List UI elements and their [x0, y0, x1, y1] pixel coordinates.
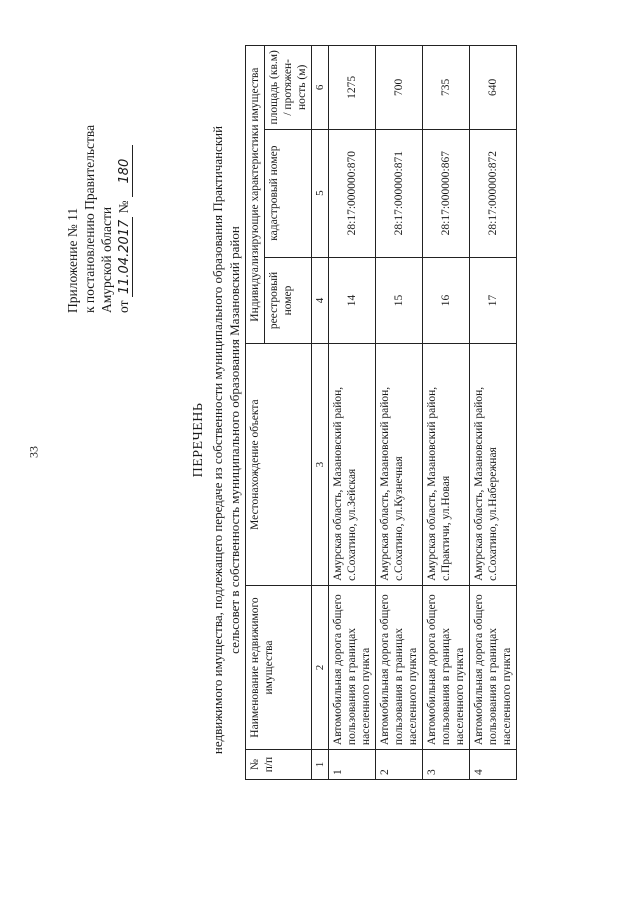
- index-cell: 4: [312, 257, 329, 344]
- row-area: 640: [470, 46, 517, 130]
- row-cadastral: 28:17:000000:872: [470, 129, 517, 257]
- appendix-title: Приложение № 11: [65, 207, 80, 313]
- index-cell: 3: [312, 344, 329, 586]
- handwritten-number: 180: [118, 145, 133, 197]
- row-area: 1275: [329, 46, 376, 130]
- table-header-row: [246, 46, 265, 780]
- row-name: Автомобильная дорога общего пользования в границах населенного пункта: [329, 585, 376, 749]
- document-title-block: [190, 35, 243, 845]
- table-row: [376, 46, 423, 780]
- row-area: 735: [423, 46, 470, 130]
- row-num: 1: [329, 750, 376, 780]
- header-location: Местонахождение объекта: [246, 344, 312, 586]
- row-registry: 16: [423, 257, 470, 344]
- row-location: Амурская область, Мазановский район, с.Сохатино, ул.Зейская: [329, 344, 376, 586]
- header-individual: Индивидуализирующие характеристики имущества: [246, 46, 265, 344]
- header-registry: реестровый номер: [265, 257, 312, 344]
- row-cadastral: 28:17:000000:867: [423, 129, 470, 257]
- table-row: [423, 46, 470, 780]
- header-area: площадь (кв.м) / протяжен-ность (м): [265, 46, 312, 130]
- row-location: Амурская область, Мазановский район, с.Сохатино, ул.Кузнечная: [376, 344, 423, 586]
- table-row: [329, 46, 376, 780]
- table-index-row: [312, 46, 329, 780]
- row-registry: 17: [470, 257, 517, 344]
- row-location: Амурская область, Мазановский район, с.Сохатино, ул.Набережная: [470, 344, 517, 586]
- row-registry: 15: [376, 257, 423, 344]
- document-subtitle-line2: сельсовет в собственность муниципального образования Мазановский район: [227, 226, 242, 654]
- index-cell: 1: [312, 750, 329, 780]
- appendix-region: Амурской области: [99, 206, 114, 313]
- header-num: № п/п: [246, 750, 312, 780]
- document-title: ПЕРЕЧЕНЬ: [191, 402, 206, 478]
- number-prefix: №: [116, 200, 131, 214]
- row-name: Автомобильная дорога общего пользования в границах населенного пункта: [470, 585, 517, 749]
- property-table: [245, 45, 517, 780]
- row-cadastral: 28:17:000000:870: [329, 129, 376, 257]
- handwritten-date: 11.04.2017: [118, 217, 133, 297]
- row-cadastral: 28:17:000000:871: [376, 129, 423, 257]
- row-num: 2: [376, 750, 423, 780]
- row-name: Автомобильная дорога общего пользования в границах населенного пункта: [376, 585, 423, 749]
- index-cell: 5: [312, 129, 329, 257]
- document-subtitle-line1: недвижимого имущества, подлежащего передаче из собственности муниципального образования Практичанский: [210, 125, 225, 755]
- index-cell: 6: [312, 46, 329, 130]
- row-location: Амурская область, Мазановский район, с.Практичи, ул.Новая: [423, 344, 470, 586]
- page-number: 33: [26, 446, 41, 458]
- date-prefix: от: [116, 300, 131, 313]
- row-name: Автомобильная дорога общего пользования в границах населенного пункта: [423, 585, 470, 749]
- header-cadastral: кадастровый номер: [265, 129, 312, 257]
- header-name: Наименование недвижимого имущества: [246, 585, 312, 749]
- appendix-decree: к постановлению Правительства: [82, 124, 97, 313]
- appendix-date-line: [115, 33, 133, 313]
- row-num: 4: [470, 750, 517, 780]
- table-row: [470, 46, 517, 780]
- row-area: 700: [376, 46, 423, 130]
- row-registry: 14: [329, 257, 376, 344]
- row-num: 3: [423, 750, 470, 780]
- index-cell: 2: [312, 585, 329, 749]
- appendix-block: [64, 33, 133, 313]
